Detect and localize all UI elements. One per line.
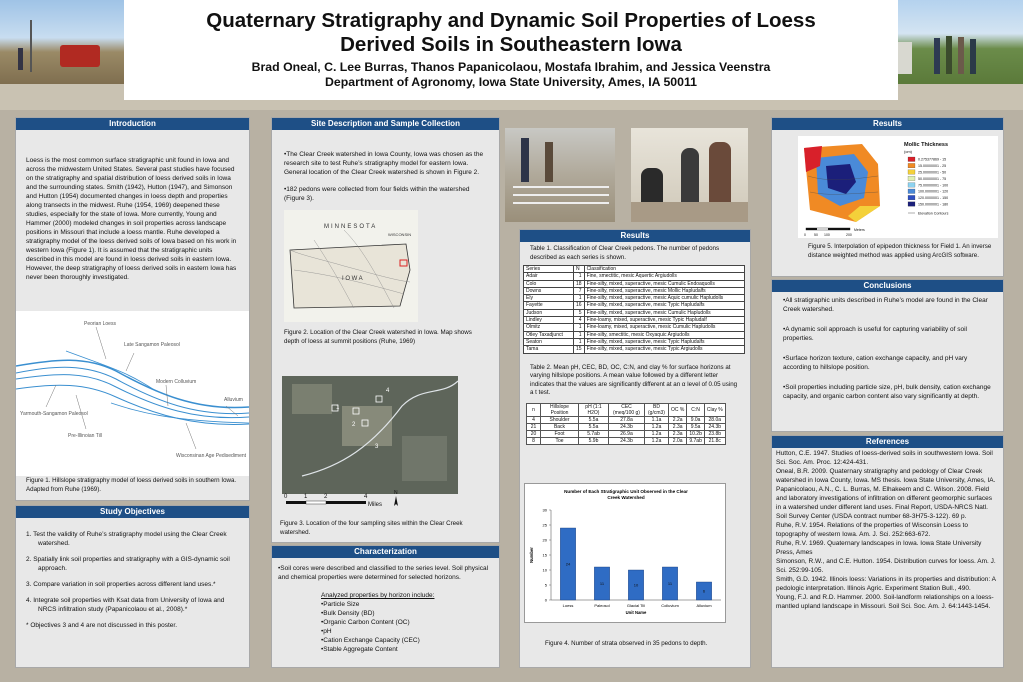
table-cell: 1 — [574, 331, 585, 338]
analyzed-properties-title: Analyzed properties by horizon include: — [321, 592, 435, 599]
table-cell: 9.7ab — [687, 437, 705, 444]
table-cell: 8 — [527, 437, 541, 444]
table-cell: Foot — [541, 430, 579, 437]
label-alluvium: Alluvium — [224, 397, 243, 403]
references-title: References — [772, 436, 1003, 448]
characterization-text: •Soil cores were described and classified to the series level. Soil physical and chemical properties were determined for selected horizons. — [278, 565, 489, 581]
objectives-panel — [15, 505, 250, 668]
bar-value-label: 6 — [702, 588, 706, 594]
reference-item: Oneal, B.R. 2009. Quaternary stratigraphy and pedology of Clear Creek watershed in Iowa County, Iowa. MS thesis. Iowa State University, Ames, IA. — [776, 468, 996, 484]
introduction-panel — [15, 117, 250, 501]
property-ph: •pH — [321, 628, 332, 635]
label-peorian-loess: Peorian Loess — [84, 321, 116, 327]
mollic-thickness-map — [798, 136, 998, 238]
label-pre-illinoian-till: Pre-Illinoian Till — [68, 433, 102, 439]
conclusion-item-1: •All stratigraphic units described in Ruhe’s model are found in the Clear Creek watershed. — [783, 297, 988, 313]
map-scale-bar — [280, 486, 480, 512]
table-cell: 2.0a — [669, 437, 687, 444]
table-cell: 4 — [574, 317, 585, 324]
figure2-caption: Figure 2. Location of the Clear Creek watershed in Iowa. Map shows depth of loess at summit positions (Ruhe, 1969) — [284, 329, 472, 345]
table-cell: 18 — [574, 280, 585, 287]
table-cell: 4 — [527, 416, 541, 423]
table-row — [524, 273, 745, 280]
property-cec: •Cation Exchange Capacity (CEC) — [321, 637, 420, 644]
table-row — [527, 437, 726, 444]
reference-item: Papanicolaou, A.N., C. L. Burras, M. Elhakeem and C. Wilson. 2008. Field and laboratory investigations of infiltration on different geomorphic surfaces in a watershed under different land uses. Final Report, USDA-NRCS Natl. Soil Survey Center (USDA contract number 68-3H75-3-122). 69 p. — [776, 486, 992, 520]
chart-title-line1: Number of Each Stratigraphic Unit Observed in the Clear — [564, 489, 688, 494]
label-yarmouth-sangamon: Yarmouth-Sangamon Paleosol — [20, 411, 88, 417]
title-block — [124, 0, 898, 100]
site-label-3: 3 — [375, 444, 379, 450]
y-axis-label: Number — [529, 547, 534, 563]
table-cell: Fine-silty, mixed, superactive, mesic Typic Argiudolls — [584, 346, 744, 353]
legend-swatch — [908, 183, 915, 188]
table-cell: 2.3a — [669, 423, 687, 430]
table-row — [524, 309, 745, 316]
legend-swatch — [908, 195, 915, 200]
y-tick-label: 25 — [542, 522, 547, 528]
poster-header — [0, 0, 1023, 110]
table1-header-row — [524, 266, 745, 273]
legend-elevation-contours: Elevation Contours — [918, 211, 949, 216]
table-cell: 10.2b — [687, 430, 705, 437]
table2-header: Hillslope Position — [541, 403, 579, 416]
table2-header: n — [527, 403, 541, 416]
results-mid-title: Results — [520, 230, 750, 242]
figure3-caption: Figure 3. Location of the four sampling sites within the Clear Creek watershed. — [280, 520, 463, 536]
table2-header: OC % — [669, 403, 687, 416]
y-tick-label: 5 — [544, 582, 547, 588]
sampling-sites-aerial-map — [282, 376, 458, 494]
scale-unit: Miles — [368, 502, 383, 508]
reference-item: Hutton, C.E. 1947. Studies of loess-derived soils in southwestern Iowa. Soil Sci. Soc. Am. Proc. 12:424-431. — [776, 450, 993, 466]
table-cell: 5.5a — [579, 416, 609, 423]
figure5-caption: Figure 5. Interpolation of epipedon thickness for Field 1. An inverse distance weighted method was applied using ArcGIS software. — [808, 243, 992, 259]
results-mid-panel — [519, 229, 751, 668]
reference-item: Ruhe, R.V. 1954. Relations of the properties of Wisconsin Loess to topography of western Iowa. Am. J. Sci. 252:663-672. — [776, 522, 968, 538]
reference-item: Ruhe, R.V. 1969. Quaternary landscapes in Iowa. Iowa State University Press, Ames — [776, 540, 982, 556]
table-cell: Lindley — [524, 317, 574, 324]
legend-swatch — [908, 176, 915, 181]
table-cell: Shoulder — [541, 416, 579, 423]
table-cell: Fine, smectitic, mesic Aquertic Argiudolls — [584, 273, 744, 280]
site-description-title: Site Description and Sample Collection — [272, 118, 499, 130]
figure4-caption: Figure 4. Number of strata observed in 35 pedons to depth. — [545, 640, 708, 647]
table-cell: Fine-silty, mixed, superactive, mesic Typic Hapludalfs — [584, 302, 744, 309]
table-cell: 24.3b — [704, 423, 725, 430]
introduction-text: Loess is the most common surface stratigraphic unit found in Iowa and across the midwestern United States. Several past studies have focused on the stratigraphy and spatial distribution of loess derived soils in Iowa and the surrounding states. Smith (1942), Hutton (1947), and Simonson and Hutton (1954) documented changes in loess depth and properties along transects in the midwest. Ruhe (1954, 1969) deepened these studies, especially for the state of Iowa. More currently, Young and Hammer (2000) modeled changes in soil properties across landscape positions in Missouri that include a loess mantle. Ruhe developed a stratigraphy model of the loess derived soils of Iowa based on his work in western Iowa (Figure 1). It is assumed that the stratigraphic units described in this model are found in loess derived soils in eastern Iowa. However, the deep stratigraphy of loess derived soils in eastern Iowa has never been thoroughly investigated. — [26, 157, 237, 281]
legend-swatch — [908, 189, 915, 194]
conclusions-title: Conclusions — [772, 280, 1003, 292]
site-bullet-2: •182 pedons were collected from four fields within the watershed (Figure 3). — [284, 186, 470, 202]
iowa-loess-map — [284, 210, 418, 322]
table-cell: Olmitz — [524, 324, 574, 331]
table-cell: 15 — [574, 346, 585, 353]
table-cell: 9.0a — [687, 416, 705, 423]
table-cell: Fayette — [524, 302, 574, 309]
reference-item: Smith, G.D. 1942. Illinois loess: Variations in its properties and distribution: A pedologic interpretation. Illinois Agric. Experiment Station Bull., 490. — [776, 576, 996, 592]
characterization-panel — [271, 545, 500, 668]
x-axis-label: Unit Name — [625, 610, 647, 615]
pedon-classification-table — [523, 265, 745, 354]
x-tick-label: Alluvium — [696, 603, 712, 608]
table-row — [524, 324, 745, 331]
legend-label: 15.00000001 - 25 — [918, 164, 947, 169]
table-row — [524, 317, 745, 324]
characterization-title: Characterization — [272, 546, 499, 558]
x-tick-label: Colluvium — [661, 603, 679, 608]
table-cell: Tama — [524, 346, 574, 353]
legend-label: 25.00000001 - 50 — [918, 170, 947, 175]
table-cell: Seaton — [524, 338, 574, 345]
legend-unit: (cm) — [904, 149, 912, 154]
site-bullet-1: •The Clear Creek watershed in Iowa County, Iowa was chosen as the research site to test Ruhe’s stratigraphy model for eastern Iowa. General location of the Clear Creek watershed is shown in Figure 2. — [284, 151, 484, 176]
table-cell: Ely — [524, 295, 574, 302]
legend-swatch — [908, 157, 915, 162]
strata-bar-chart — [524, 483, 726, 623]
legend-items — [908, 157, 948, 207]
table-cell: Fine-silty, mixed, superactive, mesic Cumulic Hapludolls — [584, 309, 744, 316]
table-cell: Fine-silty, mixed, superactive, mesic Typic Hapludalfs — [584, 338, 744, 345]
property-bulk-density: •Bulk Density (BD) — [321, 610, 375, 617]
property-particle-size: •Particle Size — [321, 601, 360, 608]
references-panel — [771, 435, 1004, 668]
legend-label: 120.0000001 - 150 — [918, 196, 949, 201]
table-row — [524, 295, 745, 302]
label-late-sangamon: Late Sangamon Paleosol — [124, 342, 180, 348]
table-cell: Fine-silty, mixed, superactive, mesic Cumulic Endoaquolls — [584, 280, 744, 287]
table-cell: 1 — [574, 273, 585, 280]
table-cell: 7 — [574, 287, 585, 294]
site-label-2: 2 — [352, 422, 356, 428]
objective-item-4: 4. Integrate soil properties with Ksat data from University of Iowa and NRCS infiltration study (Papanicolaou et al., 2008).* — [26, 597, 225, 613]
bar-value-label: 24 — [565, 561, 571, 567]
objectives-note: * Objectives 3 and 4 are not discussed in this poster. — [26, 622, 178, 629]
north-label: N — [394, 490, 398, 496]
x-tick-label: Loess — [562, 603, 574, 608]
table2-header: C:N — [687, 403, 705, 416]
table-cell: Adair — [524, 273, 574, 280]
map-scale-100: 100 — [824, 233, 830, 237]
legend-label: 150.0000001 - 180 — [918, 202, 949, 207]
results-right-title: Results — [772, 118, 1003, 130]
chart-title-line2: Creek Watershed — [607, 495, 645, 500]
objective-item-2: 2. Spatially link soil properties and stratigraphy with a GIS-dynamic soil approach. — [26, 556, 230, 572]
conclusions-panel — [771, 279, 1004, 432]
table1-header: Series — [524, 266, 574, 273]
objective-item-3: 3. Compare variation in soil properties across different land uses.* — [26, 581, 216, 588]
site-description-panel — [271, 117, 500, 543]
conclusion-item-3: •Surface horizon texture, cation exchange capacity, and pH vary according to hillslope position. — [783, 355, 968, 371]
map-label-wisconsin: WISCONSIN — [388, 232, 412, 237]
table-cell: 21 — [527, 423, 541, 430]
table-cell: 21.8c — [704, 437, 725, 444]
map-scale-200: 200 — [846, 233, 852, 237]
scale-label-0: 0 — [284, 494, 288, 500]
property-stable-aggregate: •Stable Aggregate Content — [321, 646, 398, 653]
lab-analysis-photo — [631, 128, 748, 222]
x-tick-label: Glacial Till — [626, 603, 646, 608]
table-cell: Fine-silty, mixed, superactive, mesic Aquic cumulic Hapludolls — [584, 295, 744, 302]
label-wisconsinan-pedisediment: Wisconsinan Age Pedisediment — [176, 453, 247, 459]
table2-caption: Table 2. Mean pH, CEC, BD, OC, C:N, and clay % for surface horizons at varying hillslope positions. A mean value followed by a different letter indicates that the values are significantly different at an α level of 0.05 using a t test. — [530, 363, 738, 397]
poster-title: Quaternary Stratigraphy and Dynamic Soil Properties of Loess Derived Soils in Southeastern Iowa — [206, 9, 816, 56]
table2-header: BD (g/cm3) — [645, 403, 669, 416]
table-cell: Fine-loamy, mixed, superactive, mesic Typic Hapludalf — [584, 317, 744, 324]
site-label-1: 1 — [336, 405, 340, 411]
map-label-minnesota: MINNESOTA — [324, 224, 378, 230]
table-row — [527, 423, 726, 430]
objective-item-1: 1. Test the validity of Ruhe’s stratigraphy model using the Clear Creek watershed. — [26, 531, 227, 547]
table-cell: 5 — [574, 309, 585, 316]
y-tick-label: 10 — [542, 567, 547, 573]
table-cell: 9.5a — [687, 423, 705, 430]
table-row — [524, 280, 745, 287]
map-scale-unit: Meters — [854, 228, 865, 232]
table1-caption: Table 1. Classification of Clear Creek pedons. The number of pedons described as each series is shown. — [530, 245, 720, 261]
table2-header-row — [527, 403, 726, 416]
table-cell: 1 — [574, 324, 585, 331]
legend-swatch — [908, 202, 915, 207]
table-cell: Fine-silty, mixed, superactive, mesic Mollic Hapludalfs — [584, 287, 744, 294]
objectives-title: Study Objectives — [16, 506, 249, 518]
table-cell: 28.0a — [704, 416, 725, 423]
authors: Brad Oneal, C. Lee Burras, Thanos Papanicolaou, Mostafa Ibrahim, and Jessica Veenstra — [251, 60, 771, 74]
table-cell: 1 — [574, 338, 585, 345]
table-cell: Downs — [524, 287, 574, 294]
table-row — [524, 302, 745, 309]
conclusion-item-4: •Soil properties including particle size, pH, bulk density, cation exchange capacity, and organic carbon content also vary significantly at depth. — [783, 384, 991, 400]
legend-label: 75.00000001 - 100 — [918, 183, 949, 188]
site-label-4: 4 — [386, 388, 390, 394]
legend-title: Mollic Thickness — [904, 142, 949, 148]
table-row — [527, 416, 726, 423]
field-truck-photo — [0, 0, 124, 84]
soil-properties-table — [526, 403, 726, 445]
table-cell: Colo — [524, 280, 574, 287]
introduction-title: Introduction — [16, 118, 249, 130]
bar-value-label: 10 — [633, 582, 639, 588]
table-cell: 2.2a — [669, 416, 687, 423]
map-scale-50: 50 — [814, 233, 818, 237]
table-cell: 5.9b — [579, 437, 609, 444]
reference-item: Simonson, R.W., and C.E. Hutton. 1954. Distribution curves for loess. Am. J. Sci. 252:99-105. — [776, 558, 996, 574]
results-right-panel — [771, 117, 1004, 277]
table-row — [527, 430, 726, 437]
table-cell: 5.5a — [579, 423, 609, 430]
table-cell: 2.3a — [669, 430, 687, 437]
table-cell: Judson — [524, 309, 574, 316]
table-cell: 1.2a — [645, 430, 669, 437]
legend-swatch — [908, 170, 915, 175]
label-modern-colluvium: Modern Colluvium — [156, 379, 197, 385]
table-cell: Otley Taxadjunct — [524, 331, 574, 338]
legend-label: 50.00000001 - 75 — [918, 176, 947, 181]
table1-header: N — [574, 266, 585, 273]
table-row — [524, 338, 745, 345]
bar-value-label: 11 — [599, 581, 605, 586]
table-cell: 26.9a — [609, 430, 645, 437]
scale-label-4: 4 — [364, 494, 368, 500]
department: Department of Agronomy, Iowa State University, Ames, IA 50011 — [325, 75, 697, 89]
y-tick-label: 20 — [542, 537, 547, 543]
field-sampling-photo — [505, 128, 615, 222]
table2-header: pH (1:1 H2O) — [579, 403, 609, 416]
figure1-caption: Figure 1. Hillslope stratigraphy model of loess derived soils in southern Iowa. Adapted from Ruhe (1969). — [26, 477, 237, 493]
scale-label-2: 2 — [324, 494, 328, 500]
table-cell: Fine-silty, smectitic, mesic Oxyaquic Argiudolls — [584, 331, 744, 338]
table-cell: 23.8b — [704, 430, 725, 437]
table1-header: Classification — [584, 266, 744, 273]
table-cell: 27.8a — [609, 416, 645, 423]
table-cell: 24.3b — [609, 437, 645, 444]
table2-header: CEC (meq/100 g) — [609, 403, 645, 416]
table-row — [524, 287, 745, 294]
table-cell: 1.2a — [645, 437, 669, 444]
table-cell: 16 — [574, 302, 585, 309]
table-cell: Back — [541, 423, 579, 430]
legend-label: 0.275377869 - 15 — [918, 157, 947, 162]
legend-swatch — [908, 163, 915, 168]
table-cell: 24.3b — [609, 423, 645, 430]
table2-header: Clay % — [704, 403, 725, 416]
table-cell: 5.7ab — [579, 430, 609, 437]
field-crew-photo — [898, 0, 1023, 84]
table-cell: 1 — [574, 295, 585, 302]
table-cell: 1.2a — [645, 423, 669, 430]
x-tick-label: Paleosol — [594, 603, 610, 608]
bar-value-label: 11 — [667, 581, 673, 586]
map-scale-0: 0 — [804, 233, 806, 237]
y-tick-label: 0 — [544, 597, 547, 603]
legend-label: 100.0000001 - 120 — [918, 189, 949, 194]
scale-label-1: 1 — [304, 494, 308, 500]
table-cell: Toe — [541, 437, 579, 444]
y-tick-label: 30 — [542, 507, 547, 513]
reference-item: Young, F.J. and R.D. Hammer. 2000. Soil-landform relationships on a loess-mantled upland landscape in Missouri. Soil Sci. Soc. Am. J. 64:1443-1454. — [776, 594, 994, 610]
table-row — [524, 331, 745, 338]
conclusion-item-2: •A dynamic soil approach is useful for capturing variability of soil properties. — [783, 326, 968, 342]
table-row — [524, 346, 745, 353]
hillslope-stratigraphy-diagram — [16, 311, 249, 476]
table-cell: Fine-loamy, mixed, superactive, mesic Cumulic Hapludolls — [584, 324, 744, 331]
table-cell: 20 — [527, 430, 541, 437]
map-label-iowa: I O W A — [342, 276, 363, 282]
property-organic-carbon: •Organic Carbon Content (OC) — [321, 619, 410, 626]
table-cell: 1.1a — [645, 416, 669, 423]
y-tick-label: 15 — [542, 552, 547, 558]
